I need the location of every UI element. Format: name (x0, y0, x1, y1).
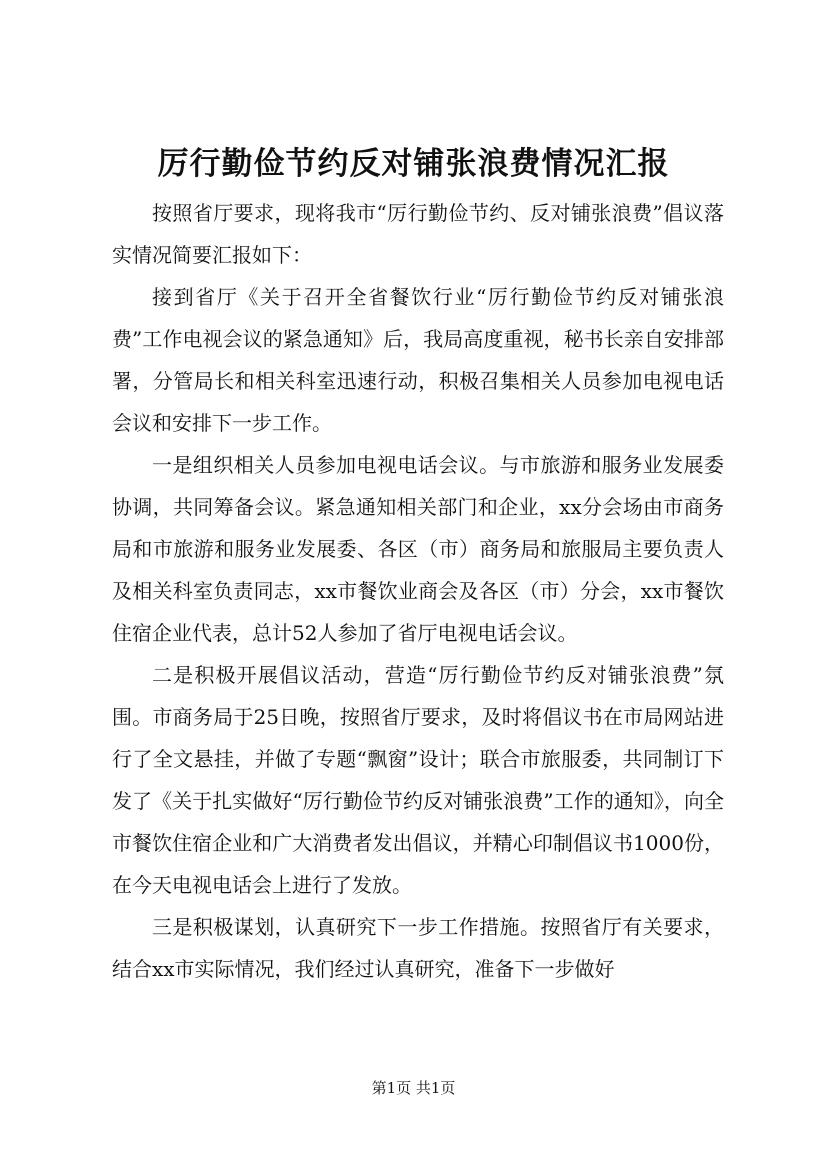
paragraph-intro: 按照省厅要求，现将我市“厉行勤俭节约、反对铺张浪费”倡议落实情况简要汇报如下： (112, 201, 724, 267)
paragraph-point-three: 三是积极谋划，认真研究下一步工作措施。按照省厅有关要求，结合xx市实际情况，我们经过认真研究，准备下一步做好 (112, 915, 724, 981)
paragraph-point-one: 一是组织相关人员参加电视电话会议。与市旅游和服务业发展委协调，共同筹备会议。紧急通知相关部门和企业，xx分会场由市商务局和市旅游和服务业发展委、各区（市）商务局和旅服局主要负责人及相关科室负责同志，xx市餐饮业商会及各区（市）分会，xx市餐饮住宿企业代表，总计52人参加了省厅电视电话会议。 (112, 453, 724, 645)
paragraph-point-two: 二是积极开展倡议活动，营造“厉行勤俭节约反对铺张浪费”氛围。市商务局于25日晚，按照省厅要求，及时将倡议书在市局网站进行了全文悬挂，并做了专题“飘窗”设计；联合市旅服委，共同制订下发了《关于扎实做好“厉行勤俭节约反对铺张浪费”工作的通知》，向全市餐饮住宿企业和广大消费者发出倡议，并精心印制倡议书1000份，在今天电视电话会上进行了发放。 (112, 663, 724, 897)
document-title: 厉行勤俭节约反对铺张浪费情况汇报 (157, 146, 670, 182)
document-body (112, 192, 724, 990)
page-footer: 第1页 共1页 (371, 1079, 456, 1097)
paragraph-notice: 接到省厅《关于召开全省餐饮行业“厉行勤俭节约反对铺张浪费”工作电视会议的紧急通知》后，我局高度重视，秘书长亲自安排部署，分管局长和相关科室迅速行动，积极召集相关人员参加电视电话会议和安排下一步工作。 (112, 285, 724, 435)
